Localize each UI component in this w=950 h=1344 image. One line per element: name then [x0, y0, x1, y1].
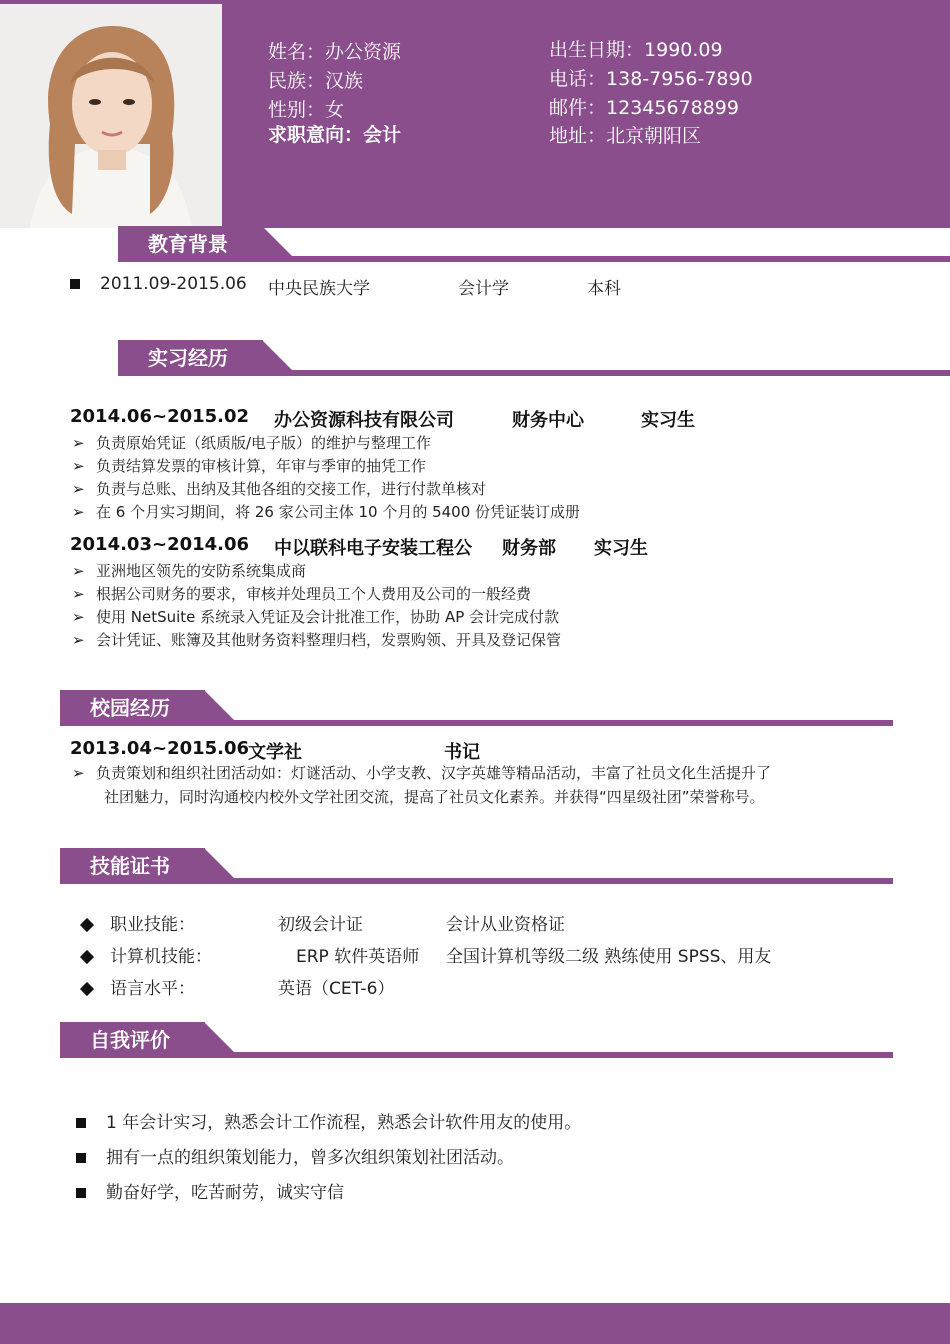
list-item: ➢ 负责结算发票的审核计算，年审与季审的抽凭工作 — [72, 455, 580, 478]
square-bullet-icon — [76, 1153, 86, 1163]
campus-desc-line1: ➢ 负责策划和组织社团活动如：灯谜活动、小学支教、汉字英雄等精品活动，丰富了社员文化生活提升了 — [72, 762, 771, 785]
education-row: 2011.09-2015.06 — [70, 274, 247, 294]
square-bullet-icon — [76, 1188, 86, 1198]
name-line: 姓名：办公资源 — [268, 41, 402, 63]
section-title-self-eval: 自我评价 — [60, 1022, 205, 1058]
list-item: ➢ 使用 NetSuite 系统录入凭证及会计批准工作，协助 AP 会计完成付款 — [72, 606, 561, 629]
arrow-bullet-icon: ➢ — [72, 457, 85, 475]
job-dept: 财务中心 — [512, 410, 584, 431]
arrow-bullet-icon: ➢ — [72, 608, 85, 626]
section-title-internship: 实习经历 — [118, 340, 263, 376]
section-title-skills: 技能证书 — [60, 848, 205, 884]
section-rule — [118, 370, 950, 376]
skill-value: 会计从业资格证 — [446, 915, 565, 935]
job-company: 办公资源科技有限公司 — [274, 410, 454, 431]
skill-row: 计算机技能： — [82, 942, 212, 967]
skill-row: 语言水平： — [82, 974, 195, 999]
gender-line: 性别：女 — [268, 99, 345, 121]
skill-value: 初级会计证 — [278, 915, 363, 935]
diamond-bullet-icon — [80, 918, 94, 932]
job-role: 实习生 — [641, 410, 695, 431]
section-title-campus: 校园经历 — [60, 690, 205, 726]
job-role: 实习生 — [594, 538, 648, 559]
list-item: ➢ 会计凭证、账簿及其他财务资料整理归档，发票购领、开具及登记保管 — [72, 629, 561, 652]
section-rule — [60, 720, 893, 726]
job-period: 2014.03~2014.06 — [70, 534, 250, 555]
campus-org: 文学社 — [248, 742, 302, 763]
phone-line: 电话：138-7956-7890 — [549, 68, 753, 90]
arrow-bullet-icon: ➢ — [72, 585, 85, 603]
section-title-education: 教育背景 — [118, 226, 263, 262]
diamond-bullet-icon — [80, 982, 94, 996]
objective-line: 求职意向：会计 — [268, 124, 402, 146]
square-bullet-icon — [76, 1118, 86, 1128]
section-rule — [60, 878, 893, 884]
arrow-bullet-icon: ➢ — [72, 434, 85, 452]
section-rule — [118, 256, 950, 262]
job-period: 2014.06~2015.02 — [70, 406, 250, 427]
self-eval-item: 拥有一点的组织策划能力，曾多次组织策划社团活动。 — [76, 1143, 514, 1168]
arrow-bullet-icon: ➢ — [72, 764, 85, 782]
diamond-bullet-icon — [80, 950, 94, 964]
job-company: 中以联科电子安装工程公 — [274, 538, 472, 559]
job-items — [72, 560, 561, 652]
self-eval-item: 1 年会计实习，熟悉会计工作流程，熟悉会计软件用友的使用。 — [76, 1108, 581, 1133]
campus-role: 书记 — [444, 742, 480, 763]
education-degree: 本科 — [587, 279, 621, 299]
square-bullet-icon — [70, 279, 80, 289]
arrow-bullet-icon: ➢ — [72, 631, 85, 649]
job-items — [72, 432, 580, 524]
self-eval-item: 勤奋好学，吃苦耐劳，诚实守信 — [76, 1178, 344, 1203]
skill-value: 全国计算机等级二级 熟练使用 SPSS、用友 — [446, 947, 772, 967]
education-school: 中央民族大学 — [268, 279, 370, 299]
list-item: ➢ 亚洲地区领先的安防系统集成商 — [72, 560, 561, 583]
list-item: ➢ 负责原始凭证（纸质版/电子版）的维护与整理工作 — [72, 432, 580, 455]
arrow-bullet-icon: ➢ — [72, 503, 85, 521]
arrow-bullet-icon: ➢ — [72, 562, 85, 580]
footer-bar — [0, 1303, 950, 1344]
section-rule — [60, 1052, 893, 1058]
address-line: 地址：北京朝阳区 — [549, 125, 702, 147]
arrow-bullet-icon: ➢ — [72, 480, 85, 498]
skill-value: 英语（CET-6） — [278, 979, 395, 999]
list-item: ➢ 根据公司财务的要求，审核并处理员工个人费用及公司的一般经费 — [72, 583, 561, 606]
list-item: ➢ 负责与总账、出纳及其他各组的交接工作，进行付款单核对 — [72, 478, 580, 501]
campus-desc-line2: 社团魅力，同时沟通校内校外文学社团交流，提高了社员文化素养。并获得“四星级社团”荣誉称号。 — [104, 788, 765, 806]
skill-value: ERP 软件英语师 — [296, 947, 420, 967]
skill-row: 职业技能： — [82, 910, 195, 935]
birth-line: 出生日期：1990.09 — [549, 39, 723, 61]
campus-period: 2013.04~2015.06 — [70, 738, 250, 759]
ethnic-line: 民族：汉族 — [268, 70, 364, 92]
email-line: 邮件：12345678899 — [549, 97, 739, 119]
job-dept: 财务部 — [502, 538, 556, 559]
education-major: 会计学 — [458, 279, 509, 299]
name-value: 办公资源 — [325, 41, 402, 63]
list-item: ➢ 在 6 个月实习期间，将 26 家公司主体 10 个月的 5400 份凭证装订成册 — [72, 501, 580, 524]
profile-photo — [0, 4, 222, 228]
